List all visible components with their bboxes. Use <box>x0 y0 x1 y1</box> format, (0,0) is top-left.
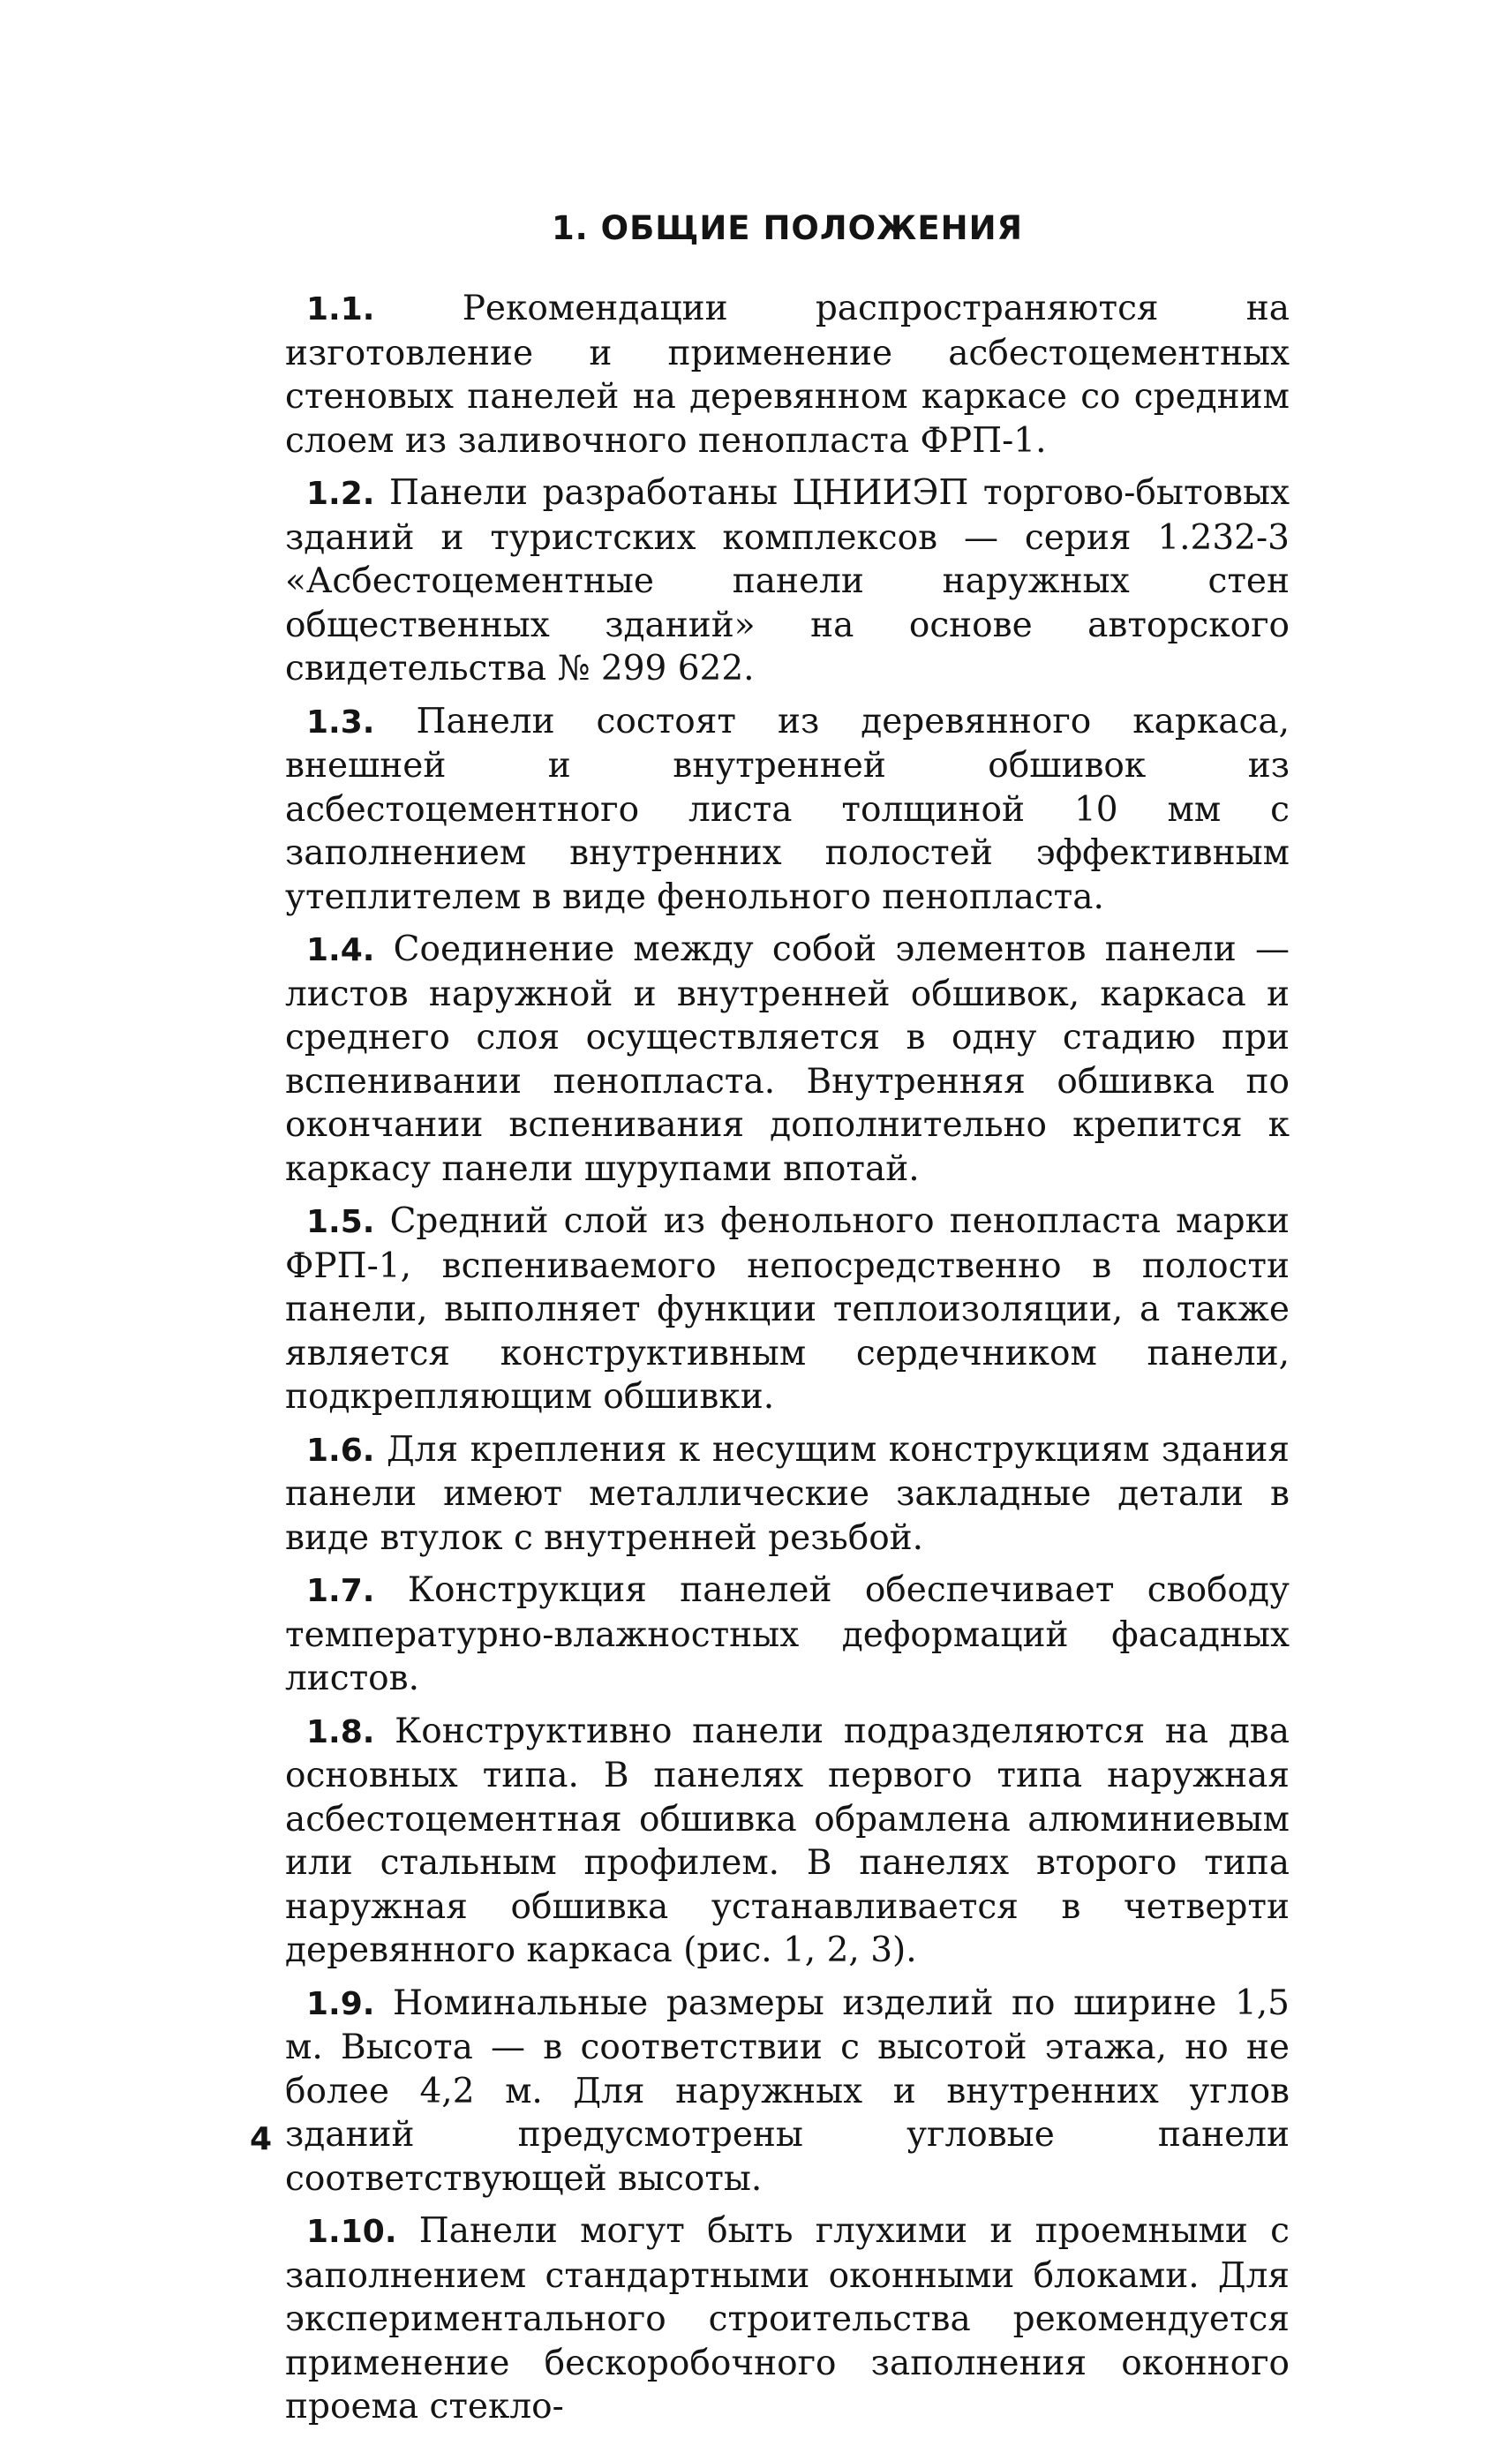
paragraph-1-10 <box>285 2209 1290 2429</box>
paragraph-text: Соединение между собой элементов панели — листов наружной и внутренней обшивок, каркаса и среднего слоя осуществляется в одну стадию при вспенивании пенопласта. Внутренняя обшивка по окончании вспенивания дополнительно крепится к каркасу панели шурупами впотай. <box>285 929 1290 1189</box>
paragraph-1-1 <box>285 287 1290 463</box>
page-number: 4 <box>250 2121 273 2157</box>
paragraph-1-2 <box>285 471 1290 691</box>
paragraph-number: 1.3. <box>306 704 375 741</box>
paragraph-text: Панели состоят из деревянного каркаса, внешней и внутренней обшивок из асбестоцементного листа толщиной 10 мм с заполнением внутренних полостей эффективным утеплителем в виде фенольного пенопласта. <box>285 701 1290 917</box>
paragraph-1-6 <box>285 1428 1290 1561</box>
paragraph-text: Для крепления к несущим конструкциям здания панели имеют металлические закладные детали в виде втулок с внутренней резьбой. <box>285 1429 1290 1558</box>
paragraph-text: Средний слой из фенольного пенопласта марки ФРП-1, вспениваемого непосредственно в полости панели, выполняет функции теплоизоляции, а также является конструктивным сердечником панели, подкрепляющим обшивки. <box>285 1201 1290 1417</box>
paragraph-number: 1.2. <box>306 476 375 512</box>
paragraph-number: 1.7. <box>306 1573 375 1609</box>
paragraph-text: Номинальные размеры изделий по ширине 1,5 м. Высота — в соответствии с высотой этажа, но не более 4,2 м. Для наружных и внутренних углов зданий предусмотрены угловые панели соответствующей высоты. <box>285 1983 1290 2199</box>
paragraph-text: Конструкция панелей обеспечивает свободу температурно-влажностных деформаций фасадных листов. <box>285 1570 1290 1698</box>
paragraph-text: Панели разработаны ЦНИИЭП торгово-бытовых зданий и туристских комплексов — серия 1.232-3 «Асбестоцементные панели наружных стен общественных зданий» на основе авторского свидетельства № 299 622. <box>285 473 1290 689</box>
paragraph-number: 1.9. <box>306 1985 375 2022</box>
section-heading: 1. ОБЩИЕ ПОЛОЖЕНИЯ <box>551 209 1024 247</box>
paragraph-text: Рекомендации распространяются на изготовление и применение асбестоцементных стеновых панелей на деревянном каркасе со средним слоем из заливочного пенопласта ФРП-1. <box>285 289 1290 461</box>
paragraph-number: 1.4. <box>306 932 375 968</box>
paragraph-1-4 <box>285 928 1290 1191</box>
paragraph-text: Панели могут быть глухими и проемными с заполнением стандартными оконными блоками. Для экспериментального строительства рекомендуется применение бескоробочного заполнения оконного проема стекло- <box>285 2211 1290 2427</box>
paragraph-1-3 <box>285 700 1290 920</box>
paragraph-number: 1.10. <box>306 2214 397 2250</box>
paragraph-1-9 <box>285 1982 1290 2201</box>
paragraph-1-7 <box>285 1569 1290 1701</box>
paragraph-number: 1.5. <box>306 1204 375 1240</box>
paragraph-text: Конструктивно панели подразделяются на два основных типа. В панелях первого типа наружная асбестоцементная обшивка обрамлена алюминиевым или стальным профилем. В панелях второго типа наружная обшивка устанавливается в четверти деревянного каркаса (рис. 1, 2, 3). <box>285 1711 1290 1970</box>
paragraph-number: 1.6. <box>306 1432 375 1469</box>
paragraph-number: 1.1. <box>306 291 375 327</box>
paragraph-1-8 <box>285 1710 1290 1973</box>
paragraph-1-5 <box>285 1200 1290 1419</box>
page-body <box>285 207 1290 2438</box>
paragraph-number: 1.8. <box>306 1713 375 1750</box>
